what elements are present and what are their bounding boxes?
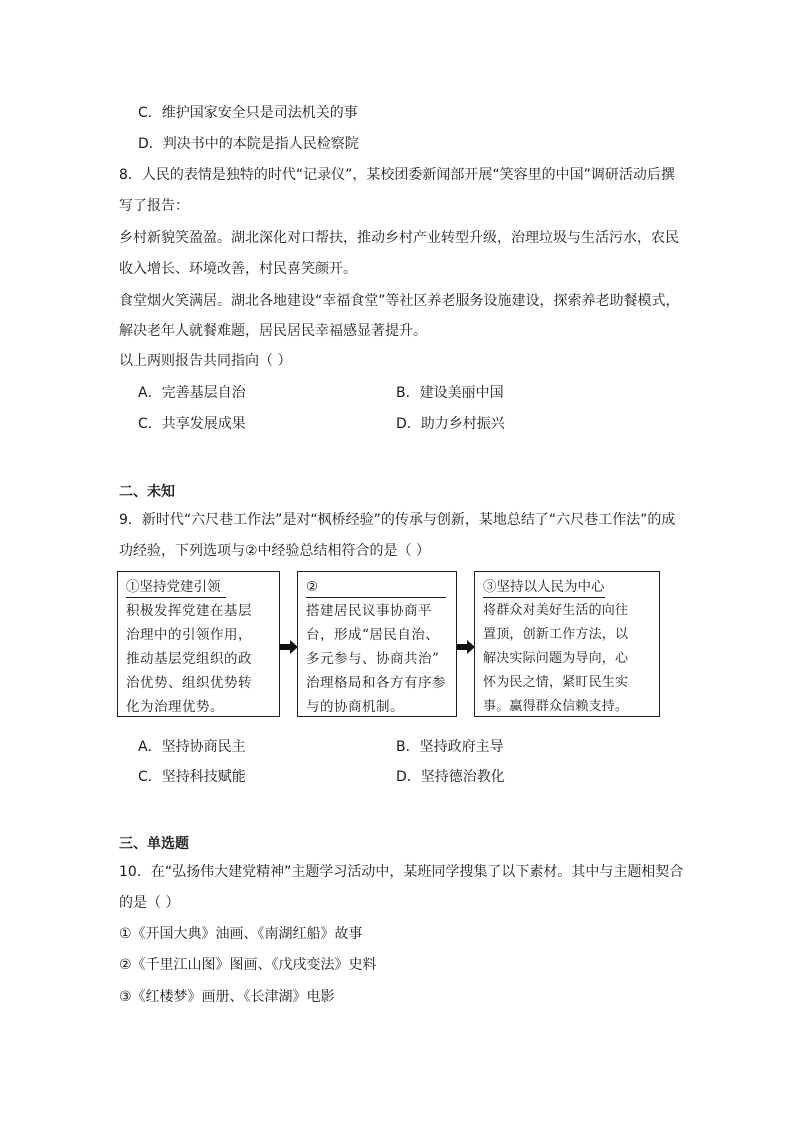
question-prompt: 以上两则报告共同指向（ ） xyxy=(119,353,292,369)
question-stem: 8．人民的表情是独特的时代“记录仪”，某校团委新闻部开展“笑容里的中国”调研活动后撰 xyxy=(119,167,675,183)
flow-box-3 xyxy=(474,571,660,717)
report-paragraph-cont: 收入增长、环境改善，村民喜笑颜开。 xyxy=(119,261,357,277)
material-item: ②《千里江山图》图画、《戊戌变法》史料 xyxy=(119,957,377,973)
flow-box-1 xyxy=(117,571,280,717)
flow-box-body: 积极发挥党建在基层 治理中的引领作用， 推动基层党组织的政 治优势、组织优势转 化为治理优势。 xyxy=(126,603,252,715)
report-paragraph: 食堂烟火笑满居。湖北各地建设“幸福食堂”等社区养老服务设施建设，探索养老助餐模式， xyxy=(119,293,680,309)
option-d: D．助力乡村振兴 xyxy=(396,416,505,432)
arrow-right-icon xyxy=(280,640,298,654)
section-heading: 三、单选题 xyxy=(119,836,189,852)
flow-box-body: 将群众对美好生活的向往 置顶，创新工作方法，以 解决实际问题为导向，心 怀为民之情，紧盯民生实 事。赢得群众信赖支持。 xyxy=(483,603,629,714)
flow-box-2 xyxy=(297,571,457,717)
report-paragraph-cont: 解决老年人就餐难题，居民居民幸福感显著提升。 xyxy=(119,323,427,339)
option-a: A．坚持协商民主 xyxy=(138,739,246,755)
option-d: D．坚持德治教化 xyxy=(396,769,505,785)
option-b: B．建设美丽中国 xyxy=(396,385,504,401)
flow-box-title: ①坚持党建引领 xyxy=(126,578,226,598)
question-stem: 10．在“弘扬伟大建党精神”主题学习活动中，某班同学搜集了以下素材。其中与主题相契合 xyxy=(119,864,684,880)
material-item: ③《红楼梦》画册、《长津湖》电影 xyxy=(119,989,335,1005)
question-stem: 9．新时代“六尺巷工作法”是对“枫桥经验”的传承与创新，某地总结了“六尺巷工作法”的成 xyxy=(119,512,676,528)
option-c: C．共享发展成果 xyxy=(138,416,246,432)
material-item: ①《开国大典》油画、《南湖红船》故事 xyxy=(119,926,363,942)
question-stem-cont: 写了报告： xyxy=(119,198,189,214)
option-b: B．坚持政府主导 xyxy=(396,739,504,755)
option-c: C．维护国家安全只是司法机关的事 xyxy=(138,105,358,121)
question-stem-cont: 的是（ ） xyxy=(119,895,180,911)
flow-box-title: ③坚持以人民为中心 xyxy=(483,578,605,598)
flow-box-title: ② xyxy=(306,578,446,598)
option-c: C．坚持科技赋能 xyxy=(138,769,246,785)
option-d: D．判决书中的本院是指人民检察院 xyxy=(138,136,359,152)
question-stem-cont: 功经验，下列选项与②中经验总结相符合的是（ ） xyxy=(119,543,430,559)
section-heading: 二、未知 xyxy=(119,484,175,500)
flow-box-body: 搭建居民议事协商平 台，形成“居民自治、 多元参与、协商共治” 治理格局和各方有序参 与的协商机制。 xyxy=(306,603,446,715)
option-a: A．完善基层自治 xyxy=(138,385,246,401)
arrow-right-icon xyxy=(457,640,475,654)
report-paragraph: 乡村新貌笑盈盈。湖北深化对口帮扶，推动乡村产业转型升级，治理垃圾与生活污水，农民 xyxy=(119,230,679,246)
